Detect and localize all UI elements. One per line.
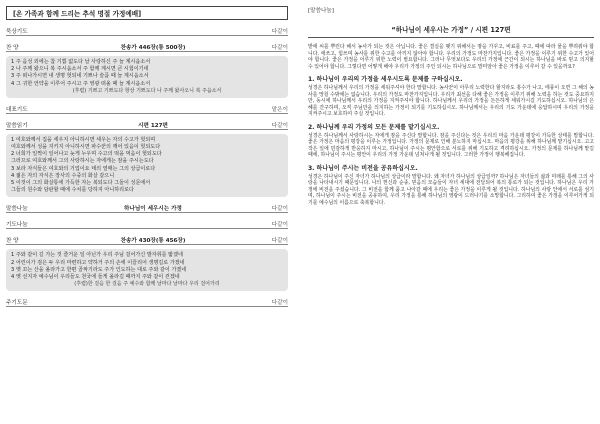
lyric-line: 1 주와 같이 길 가는 것 즐거운 일 아닌가 우리 주님 걸어가신 발자취를 밟겠네 xyxy=(11,252,183,259)
representative-prayer-label: 대표기도 xyxy=(6,106,28,113)
lyric-refrain: (후렴)한 걸음 한 걸음 주 예수와 함께 날마다 날마다 우리 걸어가리 xyxy=(74,281,220,288)
lyric-line: 4 그 귀한 언약을 이루어 주시고 주 영광 떠올 때 늘 계시옵소서 xyxy=(11,80,151,87)
lyric-line: 2 어린이가 검은 두 우리 마련하고 약하거 주의 손에 이끌리어 생명길로 가겠네 xyxy=(11,259,185,266)
sermon-row xyxy=(6,201,288,213)
psalm-text xyxy=(6,134,288,198)
closing-hymn-label: 찬 양 xyxy=(6,238,19,245)
closing-hymn-leader: 다같이 xyxy=(271,238,288,245)
closing-hymn-lyrics xyxy=(6,249,288,291)
lords-prayer-label: 주기도문 xyxy=(6,300,28,307)
sermon-page xyxy=(308,6,594,416)
service-title: [온 가족과 함께 드리는 추석 명절 가정예배] xyxy=(6,6,288,20)
lyric-line: 1 주 음성 외에는 참 기쁨 없도다 날 사랑하신 주 늘 계시옵소서 xyxy=(11,59,151,65)
opening-hymn-label: 찬 양 xyxy=(6,45,19,51)
psalm-line: 4 젊은 자의 자식은 장사의 수중의 화살 같으니 xyxy=(11,172,115,179)
lyric-refrain: (후렴) 기쁘고 기쁘도다 항상 기쁘도다 나 주께 왔사오니 복 주옵소서 xyxy=(72,87,222,94)
silent-prayer-row xyxy=(6,24,288,36)
psalm-line: 2 너희가 일찍이 일어나고 늦게 누우며 수고의 떡을 먹음이 헛되도다 xyxy=(11,151,162,158)
psalm-line: 3 보라 자식들은 여호와의 기업이요 태의 열매는 그의 상급이로다 xyxy=(11,165,156,172)
representative-prayer-leader: 맡은이 xyxy=(271,106,288,113)
psalm-line: 여호와께서 성을 지키지 아니하시면 파수꾼의 깨어 있음이 헛되도다 xyxy=(11,144,161,151)
psalm-line: 1 여호와께서 집을 세우지 아니하시면 세우는 자의 수고가 헛되며 xyxy=(11,136,156,143)
point-heading: 2. 하나님께 우리 가정의 모든 문제를 맡기십시오. xyxy=(308,123,440,131)
lords-prayer-leader: 다같이 xyxy=(271,300,288,307)
sermon-heading-reference: / 시편 127편 xyxy=(470,26,511,34)
prayer-sharing-label: 기도나눔 xyxy=(6,222,28,229)
closing-hymn-number: 찬송가 430장(통 456장) xyxy=(120,238,186,245)
closing-hymn-row xyxy=(6,233,288,245)
lyric-line: 2 나 주께 왔으니 복 주시옵소서 주 함께 계시면 큰 시험이기네 xyxy=(11,66,149,73)
sermon-title: 하나님이 세우시는 가정 xyxy=(124,206,182,213)
opening-hymn-lyrics xyxy=(6,56,288,98)
title-divider xyxy=(308,37,594,38)
silent-prayer-leader: 다같이 xyxy=(271,29,288,35)
scripture-row xyxy=(6,118,288,130)
intro-paragraph: 밭에 씨를 뿌린다 해서 농사가 되는 것은 아닙니다. 좋은 결실을 맺기 위해서는 땅을 가꾸고, 비료를 주고, 때에 따라 물을 뿌려줘야 합니다. 애쓰고, 힘쓰며 농사를 위한 수고를 아끼지 않아야 합니다. 우리의 가정도 마찬가지입니다. 좋은 가정을 이루기 위한 수고가 있어야 합니다. 좋은 가정을 이루기 위한 노력이 필요합니다. 그러나 무엇보다도 우리의 가정에 근간이 되시는 하나님을 바로 믿고 의지할 수 있어야 합니다. 그렇다면 어떻게 해야 우리가 가정의 주인 되시는 하나님으로 말미암아 좋은 가정을 이루어 갈 수 있을까요? xyxy=(308,44,594,70)
prayer-sharing-row xyxy=(6,217,288,229)
scripture-label: 말씀읽기 xyxy=(6,122,28,129)
psalm-line: 5 이것이 그의 화살통에 가득한 자는 복되도다 그들이 성문에서 xyxy=(11,180,151,187)
lords-prayer-row xyxy=(6,295,288,307)
order-of-service-page xyxy=(6,6,288,416)
psalm-line: 그들의 원수와 담판할 때에 수치를 당하지 아니하리로다 xyxy=(11,187,134,194)
point-body: 성경은 하나님께서 사랑하시는 자에게 잠을 주신다 말합니다. 잠을 주신다는 것은 우리의 마음 가운데 평강이 가득한 상태를 말합니다. 좋은 가정은 마음의 평강을 이루는 가정입니다. 가정의 문제로 인해 분노하지 마십시오. 마음의 평강을 위해 하나님께 맡기십시오. 고고 작은 일에 민감하게 반응하지 마시고, 하나님이 주시는 평안함으로 서로를 위해 기도하고 격려하십시오. 가정의 문제를 하나님께 맡길 때에, 하나님이 주시는 평안이 우리의 가정 가운데 넘쳐나게 될 것입니다. 그러한 가정이 행복해집니다. xyxy=(308,132,594,158)
psalm-line: 그러므로 여호와께서 그의 사랑하시는 자에게는 잠을 주시는도다 xyxy=(11,158,154,165)
silent-prayer-label: 묵상기도 xyxy=(6,29,28,35)
lyric-line: 3 옛 꼬는 산을 올라가고 한편 골짜기라도 주가 인도하는 대로 주와 같이 가겠네 xyxy=(11,266,187,273)
opening-hymn-number: 찬송가 446장(통 500장) xyxy=(120,45,186,51)
sermon-label: 말씀나눔 xyxy=(6,206,28,213)
point-heading: 3. 하나님이 주시는 비전을 공유하십시오. xyxy=(308,164,418,172)
opening-hymn-row xyxy=(6,40,288,52)
scripture-leader: 다같이 xyxy=(271,122,288,129)
prayer-sharing-leader: 다같이 xyxy=(271,222,288,229)
sermon-heading-title: “하나님이 세우시는 가정” xyxy=(391,26,469,34)
scripture-reference: 시편 127편 xyxy=(138,122,168,129)
lyric-line: 3 주 떠나가시면 내 생명 헛되네 기쁘나 슬픔 때 늘 계시옵소서 xyxy=(11,73,149,80)
point-heading: 1. 하나님이 우리의 가정을 세우시도록 문제를 구하십시오. xyxy=(308,76,463,83)
point-body: 성경은 하나님이 주신 자녀가 하나님의 상급이라 말합니다. 왜 자녀가 하나님의 상급일까? 하나님은 자녀들의 삶과 미래를 통해 그의 사랑을 나타내시기 때문입니다. 나의 헌신과 순종, 믿음의 모습들이 자녀 세대에 전달되어 복의 통로가 되는 것입니다. 하나님은 우리 가정에 비전을 주셨습니다. 그 비전을 함께 품고 나아갈 때에 우리는 좋은 가정을 이루게 될 것입니다. 하나님의 사랑 안에서 서로를 섬기며, 하나님이 주시는 비전을 공유하여, 우리 가정을 통해 하나님의 영광이 드러나기를 소망합니다. 그리하여 좋은 가정을 이루어가게 되기를 예수님의 이름으로 축복합니다. xyxy=(308,173,594,206)
representative-prayer-row xyxy=(6,102,288,114)
sermon-leader: 다같이 xyxy=(271,206,288,213)
lyric-line: 4 옛 선지자 예수님이 우리들도 천국에 들게 올라길 때까지 주와 같이 걷겠네 xyxy=(11,274,180,281)
section-tag: [말씀나눔] xyxy=(308,8,334,14)
sermon-heading xyxy=(308,24,594,34)
opening-hymn-leader: 다같이 xyxy=(271,45,288,51)
point-body: 성경은 하나님께서 우리의 가정을 세워주셔야 한다 말합니다. 농사꾼이 아무리 노력한다 할지라도 홍수가 나고, 태풍이 오면 그 해의 농사를 망칠 수밖에는 없습니다. 우리의 가정도 마찬가지입니다. 우리가 최선을 다해 좋은 가정을 이루기 위해 노력을 하는 것도 중요하지만, 동시에 하나님께서 우리의 가정을 지켜주셔야 합니다. 하나님께서 우리의 가정을 든든하게 세워가시길 기도하십시오. 하나님의 은혜를 간구하며, 오직 주님만을 의지하는 가정이 되기를 기도하십시오. 하나님께서는 우리의 기도 가운데에 응답하시며 우리의 가정을 지켜주시고 보호하여 주실 것입니다. xyxy=(308,85,594,117)
